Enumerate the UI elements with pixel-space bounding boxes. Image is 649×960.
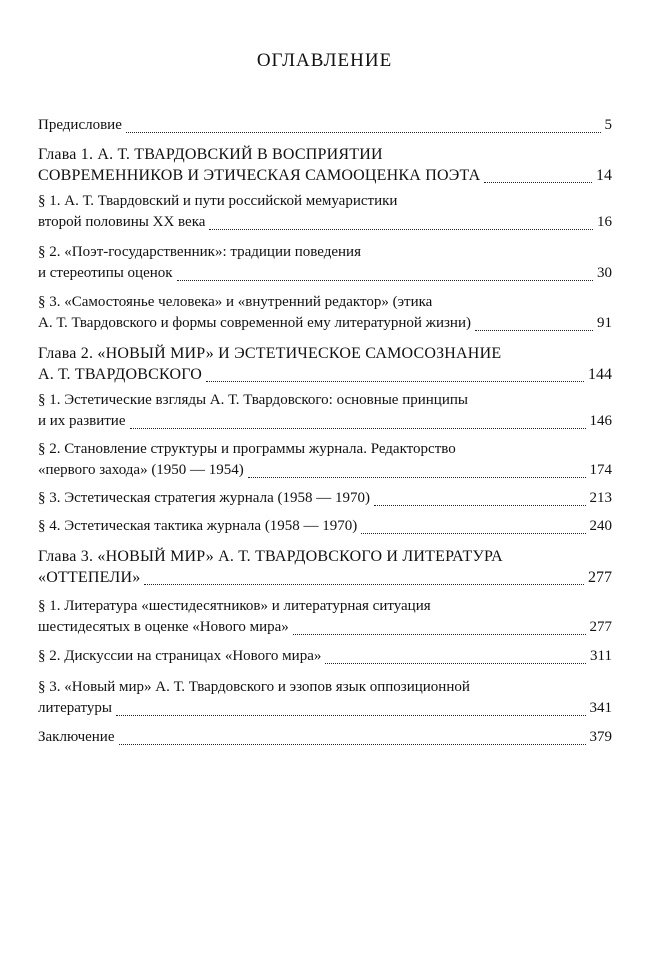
toc-entry-line bbox=[38, 569, 612, 590]
toc-page-number: 341 bbox=[589, 700, 612, 716]
toc-entry-title: Заключение bbox=[38, 729, 115, 745]
dot-leader bbox=[475, 330, 593, 331]
toc-entry-ch1s1 bbox=[38, 193, 612, 235]
toc-entry-ch3s1 bbox=[38, 598, 612, 640]
toc-entry-title: § 2. Становление структуры и программы журнала. Редакторство bbox=[38, 441, 456, 457]
toc-entry-title: «первого захода» (1950 — 1954) bbox=[38, 462, 244, 478]
toc-entry-ch2s2 bbox=[38, 441, 612, 483]
toc-entry-title: § 3. «Новый мир» А. Т. Твардовского и эзопов язык оппозиционной bbox=[38, 679, 470, 695]
toc-entry-line bbox=[38, 117, 612, 138]
toc-entry-line bbox=[38, 146, 612, 167]
toc-page-number: 240 bbox=[589, 518, 612, 534]
toc-entry-line bbox=[38, 729, 612, 750]
toc-entry-ch2s4 bbox=[38, 518, 612, 539]
toc-entry-title: шестидесятых в оценке «Нового мира» bbox=[38, 619, 289, 635]
toc-entry-line bbox=[38, 167, 612, 188]
toc-entry-line bbox=[38, 345, 612, 366]
toc-page-number: 174 bbox=[589, 462, 612, 478]
toc-entry-line bbox=[38, 413, 612, 434]
toc-page-number: 146 bbox=[589, 413, 612, 429]
toc-entry-preface bbox=[38, 117, 612, 138]
toc-page-number: 277 bbox=[588, 569, 612, 586]
toc-entry-title: § 1. А. Т. Твардовский и пути российской мемуаристики bbox=[38, 193, 398, 209]
dot-leader bbox=[374, 505, 586, 506]
toc-page-number: 379 bbox=[589, 729, 612, 745]
toc-entry-ch2 bbox=[38, 345, 612, 387]
dot-leader bbox=[119, 744, 586, 745]
toc-entry-ch1 bbox=[38, 146, 612, 188]
toc-page-number: 14 bbox=[596, 167, 612, 184]
toc-entry-line bbox=[38, 193, 612, 214]
toc-entry-title: второй половины XX века bbox=[38, 214, 206, 230]
toc-page-number: 91 bbox=[597, 315, 612, 331]
dot-leader bbox=[177, 280, 593, 281]
toc-entry-line bbox=[38, 366, 612, 387]
toc-entry-title: § 2. Дискуссии на страницах «Нового мира» bbox=[38, 648, 322, 664]
toc-entry-line bbox=[38, 265, 612, 286]
toc-entry-line bbox=[38, 490, 612, 511]
toc-entry-line bbox=[38, 441, 612, 462]
toc-page-number: 311 bbox=[590, 648, 612, 664]
dot-leader bbox=[484, 182, 592, 183]
toc-entry-line bbox=[38, 598, 612, 619]
toc-entry-ch3s3 bbox=[38, 679, 612, 721]
toc-entry-line bbox=[38, 679, 612, 700]
toc-entry-ch3 bbox=[38, 548, 612, 590]
toc-entry-title: и стереотипы оценок bbox=[38, 265, 173, 281]
page-title: ОГЛАВЛЕНИЕ bbox=[256, 50, 393, 71]
toc-page-number: 16 bbox=[597, 214, 612, 230]
toc-entry-title: § 4. Эстетическая тактика журнала (1958 — 1970) bbox=[38, 518, 358, 534]
toc-entry-title: Глава 1. А. Т. ТВАРДОВСКИЙ В ВОСПРИЯТИИ bbox=[38, 146, 383, 163]
toc-entry-line bbox=[38, 294, 612, 315]
dot-leader bbox=[248, 477, 586, 478]
toc-entry-title: Глава 2. «НОВЫЙ МИР» И ЭСТЕТИЧЕСКОЕ САМОСОЗНАНИЕ bbox=[38, 345, 502, 362]
toc-entry-line bbox=[38, 392, 612, 413]
toc-entry-title: § 1. Эстетические взгляды А. Т. Твардовского: основные принципы bbox=[38, 392, 468, 408]
toc-entry-title: § 3. Эстетическая стратегия журнала (1958 — 1970) bbox=[38, 490, 370, 506]
toc-entry-title: А. Т. Твардовского и формы современной ему литературной жизни) bbox=[38, 315, 471, 331]
dot-leader bbox=[361, 533, 585, 534]
toc-entry-conclusion bbox=[38, 729, 612, 750]
toc-entry-title: литературы bbox=[38, 700, 112, 716]
toc-page-number: 144 bbox=[588, 366, 612, 383]
toc-entry-line bbox=[38, 648, 612, 669]
toc-entry-line bbox=[38, 214, 612, 235]
toc-page-number: 277 bbox=[589, 619, 612, 635]
dot-leader bbox=[130, 428, 586, 429]
toc-entry-title: § 2. «Поэт-государственник»: традиции поведения bbox=[38, 244, 361, 260]
dot-leader bbox=[144, 584, 584, 585]
toc-entry-line bbox=[38, 315, 612, 336]
toc-entry-line bbox=[38, 518, 612, 539]
dot-leader bbox=[206, 381, 584, 382]
toc-entry-title: СОВРЕМЕННИКОВ И ЭТИЧЕСКАЯ САМООЦЕНКА ПОЭТА bbox=[38, 167, 481, 184]
dot-leader bbox=[126, 132, 601, 133]
toc-entry-title: А. Т. ТВАРДОВСКОГО bbox=[38, 366, 203, 383]
toc-entry-title: «ОТТЕПЕЛИ» bbox=[38, 569, 141, 586]
dot-leader bbox=[116, 715, 586, 716]
toc-entry-title: § 3. «Самостоянье человека» и «внутренний редактор» (этика bbox=[38, 294, 433, 310]
toc-entry-ch2s1 bbox=[38, 392, 612, 434]
toc-entry-line bbox=[38, 462, 612, 483]
toc-entry-ch1s3 bbox=[38, 294, 612, 336]
toc-entry-line bbox=[38, 700, 612, 721]
toc-entry-title: Глава 3. «НОВЫЙ МИР» А. Т. ТВАРДОВСКОГО И ЛИТЕРАТУРА bbox=[38, 548, 503, 565]
toc-entry-line bbox=[38, 548, 612, 569]
toc-entry-line bbox=[38, 244, 612, 265]
toc-page-number: 5 bbox=[604, 117, 612, 133]
toc-entry-line bbox=[38, 619, 612, 640]
toc-entry-ch2s3 bbox=[38, 490, 612, 511]
dot-leader bbox=[325, 663, 586, 664]
toc-entry-ch1s2 bbox=[38, 244, 612, 286]
dot-leader bbox=[293, 634, 586, 635]
toc-page-number: 213 bbox=[589, 490, 612, 506]
toc-entry-title: и их развитие bbox=[38, 413, 126, 429]
toc-entry-ch3s2 bbox=[38, 648, 612, 669]
toc-entry-title: § 1. Литература «шестидесятников» и литературная ситуация bbox=[38, 598, 431, 614]
toc-entry-title: Предисловие bbox=[38, 117, 122, 133]
toc-page-number: 30 bbox=[597, 265, 612, 281]
dot-leader bbox=[209, 229, 593, 230]
